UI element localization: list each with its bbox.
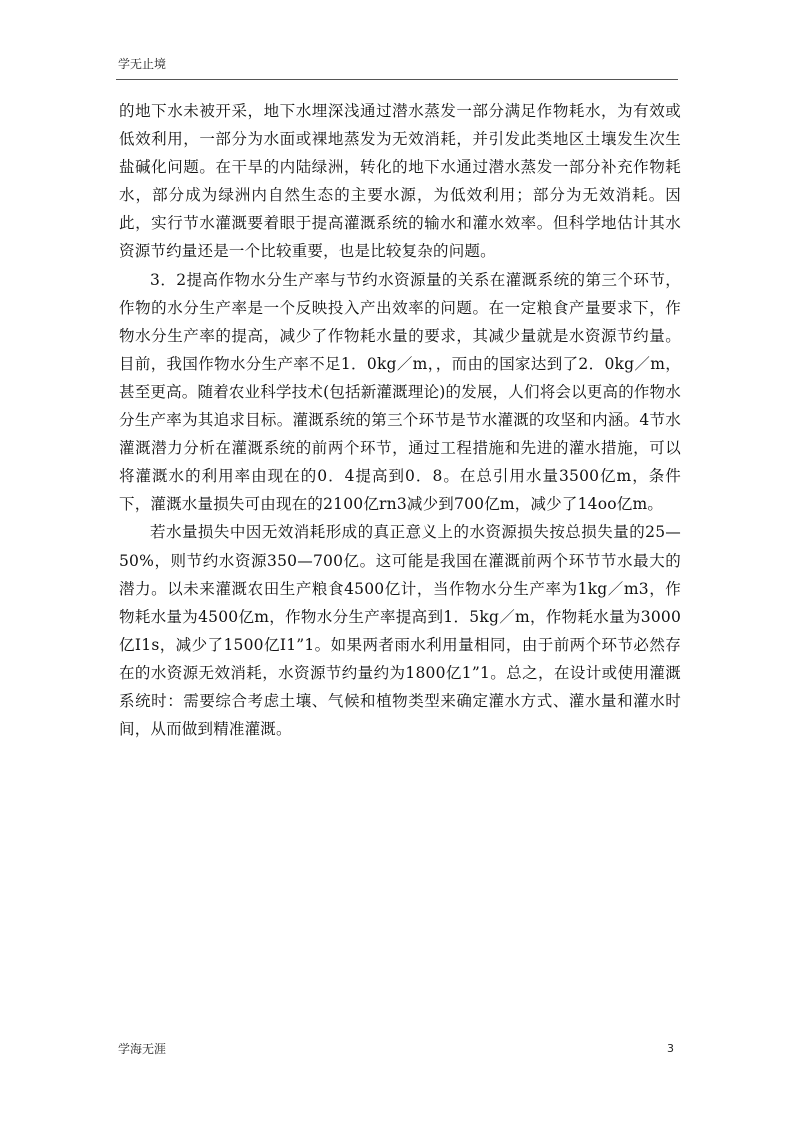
paragraph-water-productivity: 3．2提高作物水分生产率与节约水资源量的关系在灌溉系统的第三个环节，作物的水分生产率是一个反映投入产出效率的问题。在一定粮食产量要求下，作物水分生产率的提高，减少了作物耗水量的要求，其减少量就是水资源节约量。目前，我国作物水分生产率不足1．0kg／m，，而由的国家达到了2．0kg／m，甚至更高。随着农业科学技术(包括新灌溉理论)的发展，人们将会以更高的作物水分生产率为其追求目标。灌溉系统的第三个环节是节水灌溉的攻坚和内涵。4节水灌溉潜力分析在灌溉系统的前两个环节，通过工程措施和先进的灌水措施，可以将灌溉水的利用率由现在的0．4提高到0．8。在总引用水量3500亿m，条件下，灌溉水量损失可由现在的2100亿rn3减少到700亿m，减少了14oo亿m。 — [119, 270, 681, 514]
page-number: 3 — [667, 1042, 674, 1055]
page-header-title: 学无止境 — [118, 57, 167, 71]
paragraph-water-saving-potential: 若水量损失中因无效消耗形成的真正意义上的水资源损失按总损失量的25—50%，则节约水资源350—700亿。这可能是我国在灌溉前两个环节节水最大的潜力。以未来灌溉农田生产粮食4500亿计，当作物水分生产率为1kg／m3，作物耗水量为4500亿m，作物水分生产率提高到1．5kg／m，作物耗水量为3000亿I1s，减少了1500亿I1”1。如果两者雨水利用量相同，由于前两个环节必然存在的水资源无效消耗，水资源节约量约为1800亿1”1。总之，在设计或使用灌溉系统时：需要综合考虑土壤、气候和植物类型来确定灌水方式、灌水量和灌水时间，从而做到精准灌溉。 — [119, 523, 681, 739]
header-divider — [116, 79, 678, 80]
document-body — [119, 97, 681, 743]
page-footer-motto: 学海无涯 — [118, 1042, 167, 1056]
paragraph-groundwater: 的地下水未被开采，地下水埋深浅通过潜水蒸发一部分满足作物耗水，为有效或低效利用，一部分为水面或裸地蒸发为无效消耗，并引发此类地区土壤发生次生盐碱化问题。在干旱的内陆绿洲，转化的地下水通过潜水蒸发一部分补充作物耗水，部分成为绿洲内自然生态的主要水源，为低效利用；部分为无效消耗。因此，实行节水灌溉要着眼于提高灌溉系统的输水和灌水效率。但科学地估计其水资源节约量还是一个比较重要，也是比较复杂的问题。 — [119, 102, 681, 261]
